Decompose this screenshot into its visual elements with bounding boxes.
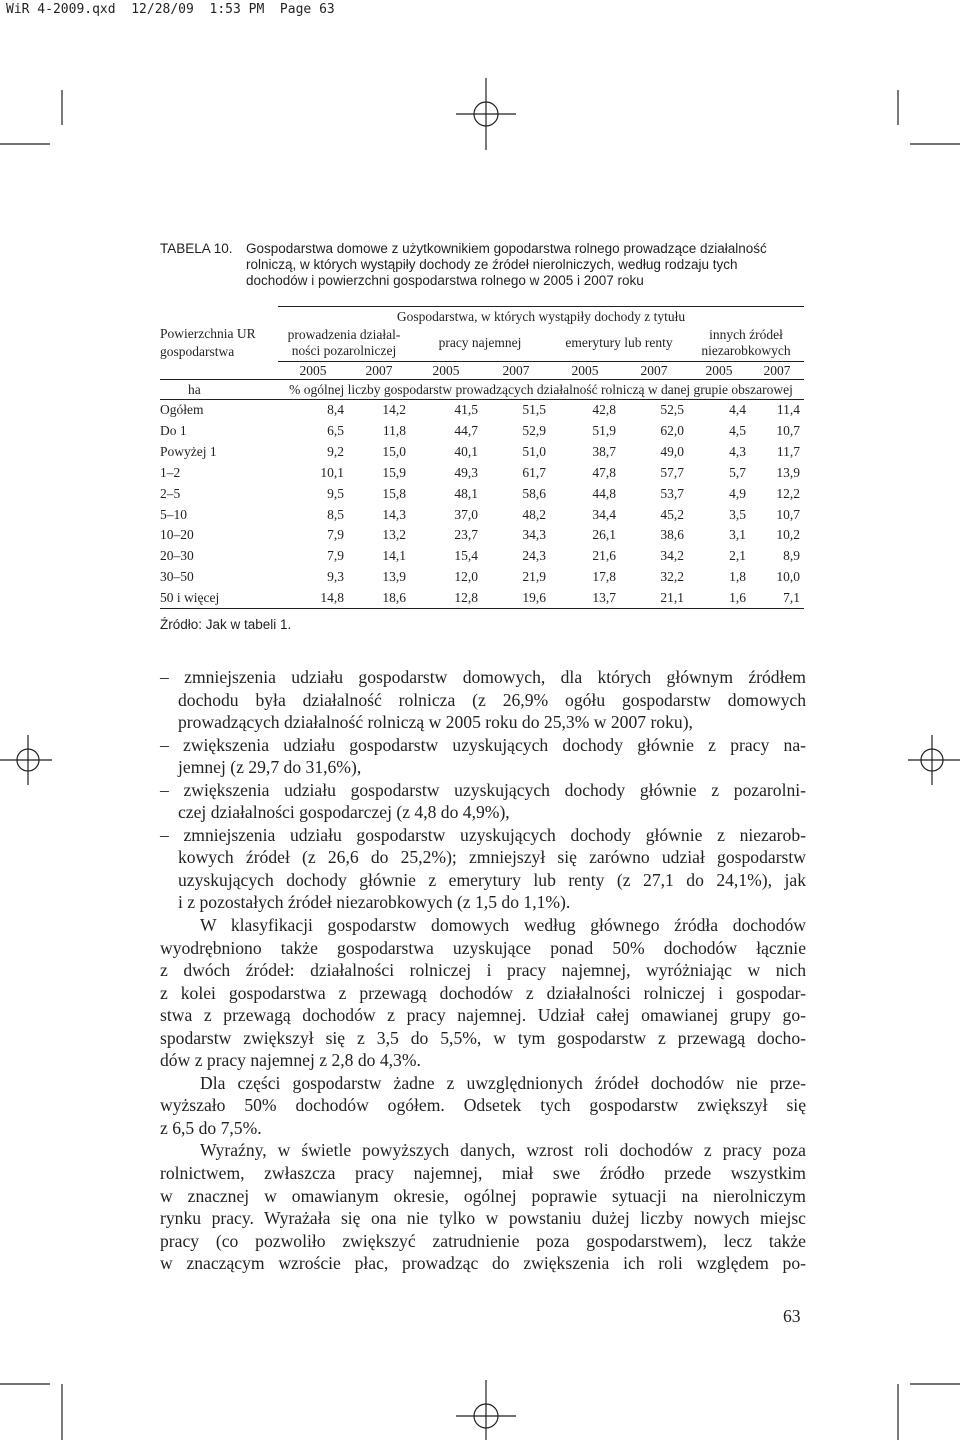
table-cell: 34,3: [522, 527, 546, 543]
table-cell: 3,5: [729, 506, 746, 522]
table-cell: 10,2: [776, 527, 800, 543]
body-line: stwa z przewagą dochodów z pracy najemnej. Udział całej omawianej grupy go-: [160, 1005, 806, 1026]
body-line: dów z pracy najemnej z 2,8 do 4,3%.: [160, 1050, 421, 1071]
table-cell: 9,2: [327, 444, 344, 460]
table-cell: 4,3: [729, 444, 746, 460]
table-cell: 4,4: [729, 402, 746, 418]
col-header-employment: pracy najemnej: [438, 335, 522, 350]
body-line: uzyskujących dochody głównie z emerytury lub renty (z 27,1 do 24,1%), jak: [178, 869, 806, 890]
year-header: 2005: [278, 362, 348, 380]
row-label: 5–10: [160, 506, 187, 522]
table-row: [160, 567, 804, 588]
caption-line: dochodów i powierzchni gospodarstwa rolnego w 2005 i 2007 roku: [246, 273, 644, 288]
row-label: Ogółem: [160, 402, 204, 418]
table-cell: 48,2: [522, 506, 546, 522]
row-label: Powyżej 1: [160, 444, 217, 460]
table-cell: 3,1: [729, 527, 746, 543]
row-label: 50 i więcej: [160, 588, 278, 609]
table-cell: 38,6: [660, 527, 684, 543]
row-label: 30–50: [160, 569, 194, 585]
body-line: z kolei gospodarstwa z przewagą dochodów z działalności rolniczej i gospodar-: [160, 982, 806, 1003]
col-header-other: [688, 325, 804, 362]
table-cell: 32,2: [660, 569, 684, 585]
body-line: jemnej (z 29,7 do 31,6%),: [178, 757, 362, 778]
col-header-line: ności pozarolniczej: [291, 343, 397, 358]
table-cell: 34,4: [592, 506, 616, 522]
year-header: 2007: [348, 362, 410, 380]
col-header-line: innych źródeł: [709, 327, 783, 342]
body-line: dochodu była działalność rolnicza (z 26,9% ogółu gospodarstw domowych: [178, 689, 806, 710]
body-line: kowych źródeł (z 26,6 do 25,2%); zmniejszył się zarówno udział gospodarstw: [178, 847, 806, 868]
table-cell: 34,2: [660, 548, 684, 564]
body-line: czej działalności gospodarczej (z 4,8 do 4,9%),: [178, 802, 510, 823]
table-cell: 45,2: [660, 506, 684, 522]
table-cell: 7,1: [750, 588, 804, 609]
body-line: – zwiększenia udziału gospodarstw uzyskujących dochody głównie z pozarolni-: [160, 779, 806, 800]
body-line: wyodrębniono także gospodarstwa uzyskujące ponad 50% dochodów łącznie: [160, 937, 806, 958]
table-cell: 13,9: [382, 569, 406, 585]
page-number: 63: [783, 1306, 801, 1326]
table-cell: 15,4: [454, 548, 478, 564]
table-cell: 10,7: [776, 423, 800, 439]
table-row: [160, 504, 804, 525]
row-header-line: Powierzchnia UR: [160, 326, 256, 342]
body-line: spodarstw zwiększył się z 3,5 do 5,5%, w tym gospodarstw z przewagą docho-: [160, 1027, 806, 1048]
table-caption: [160, 241, 800, 289]
table-caption-label: TABELA 10.: [160, 241, 233, 256]
year-header: 2007: [482, 362, 550, 380]
body-text: [160, 666, 806, 1275]
table-row: [160, 463, 804, 484]
table-cell: 1,8: [729, 569, 746, 585]
table-cell: 41,5: [454, 402, 478, 418]
table-source: Źródło: Jak w tabeli 1.: [160, 617, 292, 632]
table-cell: 24,3: [522, 548, 546, 564]
table-cell: 12,2: [776, 485, 800, 501]
body-line: w znaczącym wzroście płac, prowadząc do zwiększenia ich roli względem po-: [160, 1253, 806, 1274]
table-cell: 38,7: [592, 444, 616, 460]
table-cell: 51,5: [522, 402, 546, 418]
print-slug: WiR 4-2009.qxd 12/28/09 1:53 PM Page 63: [6, 2, 335, 17]
table-cell: 10,7: [776, 506, 800, 522]
year-header: 2005: [410, 362, 482, 380]
table-cell: 44,8: [592, 485, 616, 501]
table-cell: 8,4: [327, 402, 344, 418]
table-row: [160, 400, 804, 421]
body-line: z dwóch źródeł: działalności rolniczej i pracy najemnej, wyróżniając w nich: [160, 960, 806, 981]
table-cell: 58,6: [522, 485, 546, 501]
table-cell: 2,1: [729, 548, 746, 564]
table-cell: 9,3: [327, 569, 344, 585]
table-cell: 12,0: [454, 569, 478, 585]
table-cell: 14,3: [382, 506, 406, 522]
table-cell: 14,2: [382, 402, 406, 418]
row-label: 1–2: [160, 464, 181, 480]
table-row: [160, 588, 804, 609]
body-line: rynku pracy. Wyrażała się ona nie tylko w powstaniu dużej liczby nowych miejsc: [160, 1208, 806, 1229]
table-cell: 11,7: [776, 444, 800, 460]
table-cell: 8,5: [327, 506, 344, 522]
year-header: 2007: [750, 362, 804, 380]
table-row: [160, 546, 804, 567]
row-label: 2–5: [160, 485, 181, 501]
table-cell: 5,7: [729, 464, 746, 480]
table-row: [160, 442, 804, 463]
body-line: wyższało 50% dochodów ogółem. Odsetek tych gospodarstw zwiększył się: [160, 1095, 806, 1116]
table-cell: 44,7: [454, 423, 478, 439]
table-cell: 7,9: [327, 527, 344, 543]
table-cell: 15,0: [382, 444, 406, 460]
table-row: [160, 483, 804, 504]
body-line: pracy (co pozwoliło zwiększyć zatrudnienie poza gospodarstwem), lecz także: [160, 1230, 806, 1251]
row-header-line: gospodarstwa: [160, 344, 235, 360]
body-line: – zwiększenia udziału gospodarstw uzyskujących dochody głównie z pracy na-: [160, 734, 806, 755]
table-cell: 15,9: [382, 464, 406, 480]
table-cell: 14,8: [278, 588, 348, 609]
table-cell: 15,8: [382, 485, 406, 501]
year-header: 2005: [688, 362, 750, 380]
table-cell: 4,9: [729, 485, 746, 501]
header-spacer: [160, 307, 278, 326]
table-cell: 42,8: [592, 402, 616, 418]
table-cell: 11,4: [776, 402, 800, 418]
table-cell: 7,9: [327, 548, 344, 564]
year-header: 2005: [550, 362, 620, 380]
table-cell: 21,1: [620, 588, 688, 609]
year-row-spacer: [160, 362, 278, 380]
table-cell: 14,1: [382, 548, 406, 564]
table-cell: 57,7: [660, 464, 684, 480]
table-cell: 6,5: [327, 423, 344, 439]
table-cell: 37,0: [454, 506, 478, 522]
body-line: W klasyfikacji gospodarstw domowych według głównego źródła dochodów: [200, 915, 806, 936]
table-cell: 62,0: [660, 423, 684, 439]
table-cell: 52,5: [660, 402, 684, 418]
body-line: Wyraźny, w świetle powyższych danych, wzrost roli dochodów z pracy poza: [200, 1140, 806, 1161]
table-cell: 9,5: [327, 485, 344, 501]
table-cell: 26,1: [592, 527, 616, 543]
income-sources-table: [160, 306, 804, 609]
body-line: – zmniejszenia udziału gospodarstw uzyskujących dochody głównie z niezarob-: [160, 824, 806, 845]
table-cell: 19,6: [482, 588, 550, 609]
body-line: rolnictwem, zwłaszcza pracy najemnej, miał swe źródło przede wszystkim: [160, 1163, 806, 1184]
table-cell: 13,2: [382, 527, 406, 543]
body-line: w znacznej w omawianym okresie, ogólnej poprawie sytuacji na nierolniczym: [160, 1185, 806, 1206]
body-line: Dla części gospodarstw żadne z uwzględnionych źródeł dochodów nie prze-: [200, 1072, 806, 1093]
body-line: prowadzących działalność rolniczą w 2005 roku do 25,3% w 2007 roku),: [178, 712, 693, 733]
table-cell: 8,9: [783, 548, 800, 564]
table-cell: 52,9: [522, 423, 546, 439]
table-cell: 13,9: [776, 464, 800, 480]
col-header-pension: emerytury lub renty: [565, 335, 673, 350]
year-header: 2007: [620, 362, 688, 380]
table-cell: 51,0: [522, 444, 546, 460]
unit-label: ha: [160, 380, 278, 400]
table-cell: 1,6: [688, 588, 750, 609]
row-label: 20–30: [160, 548, 194, 564]
table-cell: 53,7: [660, 485, 684, 501]
unit-description: % ogólnej liczby gospodarstw prowadzących działalność rolniczą w danej grupie obszarowej: [278, 380, 804, 400]
table-cell: 40,1: [454, 444, 478, 460]
table-cell: 17,8: [592, 569, 616, 585]
table-cell: 61,7: [522, 464, 546, 480]
body-line: z 6,5 do 7,5%.: [160, 1117, 262, 1138]
group-header: Gospodarstwa, w których wystąpiły dochody z tytułu: [278, 307, 804, 326]
row-header: [160, 325, 278, 362]
caption-line: rolniczą, w których wystąpiły dochody ze źródeł nierolniczych, według rodzaju tych: [246, 257, 738, 272]
table-cell: 4,5: [729, 423, 746, 439]
caption-line: Gospodarstwa domowe z użytkownikiem gopodarstwa rolnego prowadzące działalność: [246, 241, 767, 256]
table-cell: 21,6: [592, 548, 616, 564]
col-header-line: prowadzenia działal-: [287, 327, 401, 342]
body-line: – zmniejszenia udziału gospodarstw domowych, dla których głównym źródłem: [160, 667, 806, 687]
table-cell: 49,3: [454, 464, 478, 480]
row-label: 10–20: [160, 527, 194, 543]
row-label: Do 1: [160, 423, 187, 439]
table-cell: 11,8: [382, 423, 406, 439]
table-cell: 48,1: [454, 485, 478, 501]
table-cell: 12,8: [410, 588, 482, 609]
table-cell: 23,7: [454, 527, 478, 543]
table-row: [160, 525, 804, 546]
table-cell: 10,0: [776, 569, 800, 585]
table-cell: 10,1: [320, 464, 344, 480]
table-cell: 49,0: [660, 444, 684, 460]
body-line: i z pozostałych źródeł niezarobkowych (z 1,5 do 1,1%).: [178, 892, 571, 913]
table-body: [160, 400, 804, 609]
table-cell: 18,6: [348, 588, 410, 609]
table-cell: 21,9: [522, 569, 546, 585]
table-cell: 47,8: [592, 464, 616, 480]
table-cell: 13,7: [550, 588, 620, 609]
table-cell: 51,9: [592, 423, 616, 439]
col-header-business: [278, 325, 410, 362]
col-header-line: niezarobkowych: [701, 343, 791, 358]
table-row: [160, 421, 804, 442]
